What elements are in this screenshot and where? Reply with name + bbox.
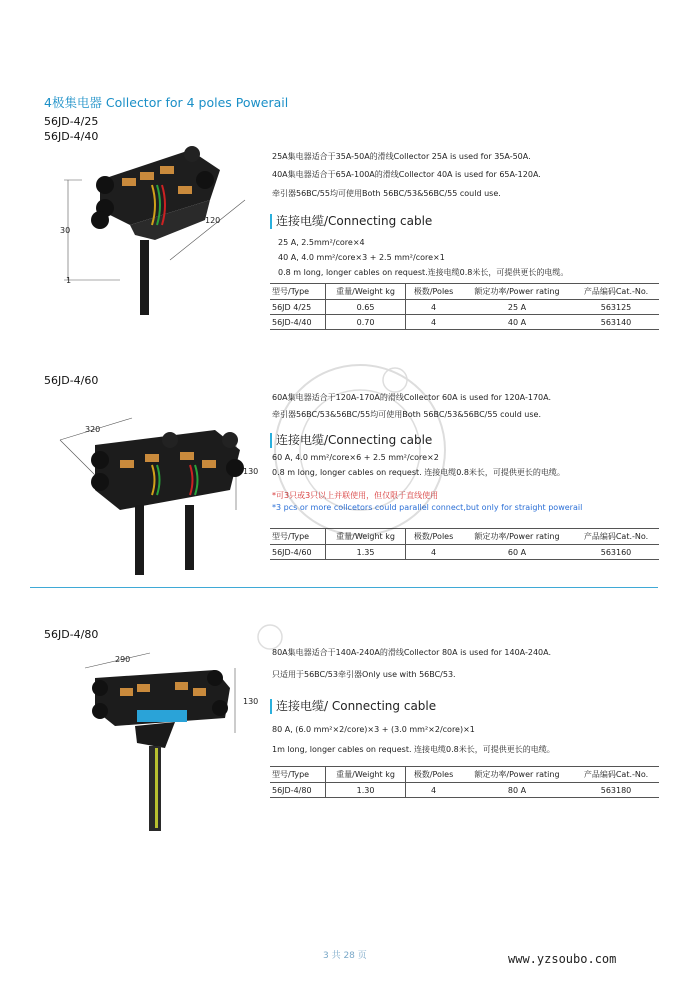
th-poles: 极数/Poles	[406, 767, 461, 783]
cell-type: 56JD-4/80	[270, 783, 325, 798]
s2-cable-line-2: 0.8 m long, longer cables on request. 连接电缆0.8米长，可提供更长的电缆。	[272, 468, 565, 477]
cell-type: 56JD 4/25	[270, 300, 325, 315]
cell-catno: 563125	[573, 300, 659, 315]
table-header-row	[270, 529, 659, 545]
th-catno: 产品编码Cat.-No.	[573, 529, 659, 545]
th-poles: 极数/Poles	[406, 529, 461, 545]
dim-height-3: 130	[243, 697, 259, 706]
cell-type: 56JD-4/60	[270, 545, 325, 560]
th-type: 型号/Type	[270, 284, 325, 300]
cell-catno: 563140	[573, 315, 659, 330]
cell-weight: 0.65	[325, 300, 405, 315]
s3-cable-heading: 连接电缆/ Connecting cable	[276, 699, 437, 713]
s1-spec-table	[270, 283, 659, 330]
dim-width-1: 120	[205, 216, 221, 225]
collector-80-illustration	[75, 648, 255, 838]
cell-power: 25 A	[461, 300, 573, 315]
s2-cable-heading-wrap	[270, 431, 432, 448]
s1-line-1: 25A集电器适合于35A-50A的滑线Collector 25A is used for 35A-50A.	[272, 152, 531, 161]
th-power: 额定功率/Power rating	[461, 767, 573, 783]
dim-base-1: 1	[66, 276, 72, 285]
table-row	[270, 315, 659, 330]
th-power: 额定功率/Power rating	[461, 284, 573, 300]
s1-cable-line-1: 25 A, 2.5mm²/core×4	[278, 238, 365, 247]
s3-spec-table	[270, 766, 659, 798]
cell-poles: 4	[406, 783, 461, 798]
dim-width-3: 290	[115, 655, 131, 664]
s2-line-2: 牵引器56BC/53&56BC/55均可使用Both 56BC/53&56BC/55 could use.	[272, 410, 542, 419]
s3-line-2: 只适用于56BC/53牵引器Only use with 56BC/53.	[272, 670, 456, 679]
th-catno: 产品编码Cat.-No.	[573, 767, 659, 783]
cell-power: 40 A	[461, 315, 573, 330]
cell-catno: 563180	[573, 783, 659, 798]
cell-catno: 563160	[573, 545, 659, 560]
s3-cable-heading-wrap	[270, 697, 436, 714]
s3-line-1: 80A集电器适合于140A-240A的滑线Collector 80A is used for 140A-240A.	[272, 648, 552, 657]
cell-power: 80 A	[461, 783, 573, 798]
s1-cable-heading: 连接电缆/Connecting cable	[276, 214, 433, 228]
cable-accent-bar	[270, 214, 272, 229]
th-type: 型号/Type	[270, 767, 325, 783]
section-title: 4极集电器 Collector for 4 poles Powerail	[44, 95, 289, 110]
dim-height-1: 30	[60, 226, 71, 235]
th-poles: 极数/Poles	[406, 284, 461, 300]
section-divider	[30, 587, 658, 588]
th-catno: 产品编码Cat.-No.	[573, 284, 659, 300]
cell-poles: 4	[406, 315, 461, 330]
th-weight: 重量/Weight kg	[325, 767, 405, 783]
s2-note-cn: *可3只或3只以上并联使用，但仅限于直线使用	[272, 491, 439, 500]
dim-width-2: 320	[85, 425, 101, 434]
cable-accent-bar	[270, 433, 272, 448]
table-row	[270, 545, 659, 560]
s2-cable-line-1: 60 A, 4.0 mm²/core×6 + 2.5 mm²/core×2	[272, 453, 439, 462]
th-weight: 重量/Weight kg	[325, 284, 405, 300]
model-name-60: 56JD-4/60	[44, 374, 99, 387]
th-weight: 重量/Weight kg	[325, 529, 405, 545]
cell-weight: 0.70	[325, 315, 405, 330]
s3-cable-line-2: 1m long, longer cables on request. 连接电缆0.8米长，可提供更长的电缆。	[272, 745, 555, 754]
table-header-row	[270, 284, 659, 300]
cell-type: 56JD-4/40	[270, 315, 325, 330]
collector-60-illustration	[40, 410, 250, 580]
cell-power: 60 A	[461, 545, 573, 560]
th-type: 型号/Type	[270, 529, 325, 545]
s1-cable-line-2: 40 A, 4.0 mm²/core×3 + 2.5 mm²/core×1	[278, 253, 445, 262]
model-name-80: 56JD-4/80	[44, 628, 99, 641]
cell-poles: 4	[406, 300, 461, 315]
collector-25-40-illustration	[60, 140, 260, 320]
s3-cable-line-1: 80 A, (6.0 mm²×2/core)×3 + (3.0 mm²×2/core)×1	[272, 725, 475, 734]
table-row	[270, 300, 659, 315]
table-row	[270, 783, 659, 798]
dim-height-2: 130	[243, 467, 259, 476]
table-header-row	[270, 767, 659, 783]
website-url[interactable]: www.yzsoubo.com	[508, 952, 617, 966]
s2-line-1: 60A集电器适合于120A-170A的滑线Collector 60A is used for 120A-170A.	[272, 393, 552, 402]
s2-spec-table	[270, 528, 659, 560]
model-name-25: 56JD-4/25	[44, 115, 99, 128]
cell-poles: 4	[406, 545, 461, 560]
cell-weight: 1.35	[325, 545, 405, 560]
s2-cable-heading: 连接电缆/Connecting cable	[276, 433, 433, 447]
s2-note-en: *3 pcs or more collcetors could parallel connect,but only for straight powerail	[272, 503, 583, 512]
s1-line-2: 40A集电器适合于65A-100A的滑线Collector 40A is used for 65A-120A.	[272, 170, 541, 179]
cell-weight: 1.30	[325, 783, 405, 798]
cable-accent-bar	[270, 699, 272, 714]
s1-cable-heading-wrap	[270, 212, 432, 229]
page-number: 3 共 28 页	[323, 951, 367, 961]
s1-line-3: 牵引器56BC/55均可使用Both 56BC/53&56BC/55 could use.	[272, 189, 501, 198]
th-power: 额定功率/Power rating	[461, 529, 573, 545]
model-name-40: 56JD-4/40	[44, 130, 99, 143]
s1-cable-line-3: 0.8 m long, longer cables on request.连接电缆0.8米长，可提供更长的电缆。	[278, 268, 569, 277]
